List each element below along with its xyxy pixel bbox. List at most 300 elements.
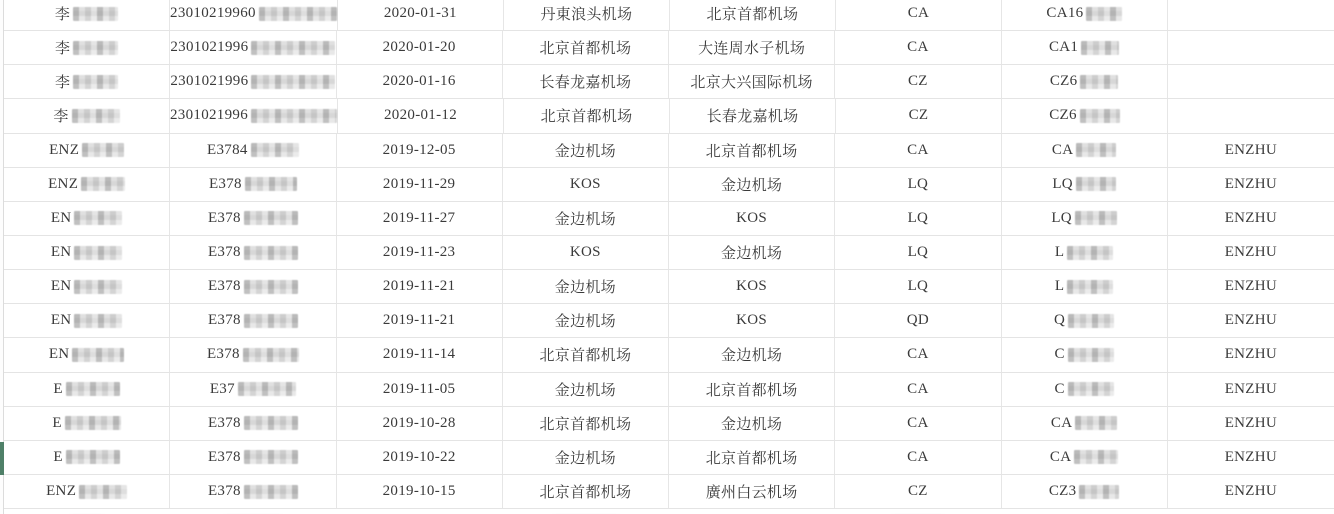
- cell-text: ENZHU: [1224, 209, 1278, 226]
- redaction-mosaic: [73, 75, 118, 89]
- cell-text: 金边机场: [721, 177, 783, 194]
- cell-passenger-name[interactable]: [4, 441, 170, 474]
- cell-text: CA: [907, 5, 930, 22]
- cell-text: CZ6: [1049, 73, 1078, 90]
- cell-text: ENZHU: [1224, 278, 1278, 295]
- cell-text: ENZHU: [1224, 312, 1278, 329]
- cell-text: KOS: [569, 244, 601, 261]
- cell-text: E: [53, 380, 63, 397]
- cell-document-number[interactable]: [170, 304, 336, 337]
- cell-airline-code[interactable]: [835, 509, 1001, 514]
- cell-text: L: [1054, 244, 1065, 261]
- cell-text: CA: [907, 39, 929, 56]
- redaction-mosaic: [244, 211, 298, 225]
- cell-text: KOS: [736, 312, 768, 329]
- cell-text: KOS: [736, 278, 768, 295]
- cell-airline-code[interactable]: [836, 99, 1002, 132]
- cell-flight-date[interactable]: [337, 31, 503, 64]
- redaction-mosaic: [72, 348, 124, 362]
- cell-text: 金边机场: [554, 143, 616, 160]
- cell-text: LQ: [907, 244, 929, 261]
- cell-text: C: [1054, 380, 1065, 397]
- cell-remark[interactable]: [1168, 134, 1334, 167]
- cell-departure-airport[interactable]: [503, 31, 669, 64]
- redaction-mosaic: [1080, 109, 1120, 123]
- cell-departure-airport[interactable]: [503, 65, 669, 98]
- cell-document-number[interactable]: [170, 134, 336, 167]
- cell-text: CZ: [907, 73, 928, 90]
- redaction-mosaic: [66, 450, 120, 464]
- cell-flight-number[interactable]: [1002, 304, 1168, 337]
- cell-text: E378: [207, 278, 241, 295]
- cell-text: 大连周水子机场: [698, 41, 806, 58]
- table-row: [4, 407, 1334, 441]
- redaction-mosaic: [74, 280, 122, 294]
- cell-remark[interactable]: [1168, 270, 1334, 303]
- cell-arrival-airport[interactable]: [669, 373, 835, 406]
- cell-document-number[interactable]: [170, 441, 336, 474]
- cell-text: E37: [209, 380, 235, 397]
- cell-airline-code[interactable]: [835, 475, 1001, 508]
- cell-document-number[interactable]: [170, 65, 336, 98]
- cell-airline-code[interactable]: [835, 338, 1001, 371]
- redaction-mosaic: [251, 109, 337, 123]
- cell-passenger-name[interactable]: [4, 99, 170, 132]
- cell-text: 金边机场: [721, 246, 783, 263]
- cell-passenger-name[interactable]: [4, 509, 170, 514]
- cell-passenger-name[interactable]: [4, 65, 170, 98]
- cell-passenger-name[interactable]: [4, 236, 170, 269]
- redaction-mosaic: [1080, 75, 1118, 89]
- cell-text: CZ: [907, 483, 928, 500]
- redaction-mosaic: [1067, 246, 1113, 260]
- cell-text: 金边机场: [554, 314, 616, 331]
- cell-departure-airport[interactable]: [503, 338, 669, 371]
- cell-text: ENZ: [46, 483, 77, 500]
- cell-arrival-airport[interactable]: [670, 99, 836, 132]
- cell-flight-number[interactable]: [1002, 31, 1168, 64]
- cell-flight-date[interactable]: [338, 0, 504, 30]
- redaction-mosaic: [244, 246, 298, 260]
- cell-text: ENZ: [49, 141, 80, 158]
- cell-text: LQ: [1051, 209, 1072, 226]
- redaction-mosaic: [245, 177, 297, 191]
- redaction-mosaic: [72, 109, 120, 123]
- cell-remark[interactable]: [1168, 202, 1334, 235]
- cell-remark[interactable]: [1168, 475, 1334, 508]
- cell-remark[interactable]: [1168, 0, 1334, 30]
- cell-flight-date[interactable]: [337, 134, 503, 167]
- cell-departure-airport[interactable]: [503, 407, 669, 440]
- redaction-mosaic: [251, 75, 335, 89]
- cell-departure-airport[interactable]: [503, 475, 669, 508]
- cell-airline-code[interactable]: [835, 168, 1001, 201]
- cell-text: 2301021996: [170, 107, 248, 124]
- redaction-mosaic: [65, 416, 121, 430]
- redaction-mosaic: [1067, 280, 1113, 294]
- cell-text: E378: [207, 312, 241, 329]
- redaction-mosaic: [79, 485, 127, 499]
- cell-passenger-name[interactable]: [4, 134, 170, 167]
- cell-flight-number[interactable]: [1002, 270, 1168, 303]
- cell-flight-date[interactable]: [337, 373, 503, 406]
- cell-flight-number[interactable]: [1002, 0, 1168, 30]
- cell-flight-number[interactable]: [1002, 338, 1168, 371]
- cell-text: 北京首都机场: [539, 348, 632, 365]
- cell-airline-code[interactable]: [835, 373, 1001, 406]
- cell-flight-number[interactable]: [1002, 441, 1168, 474]
- redaction-mosaic: [244, 416, 298, 430]
- cell-text: Q: [1054, 312, 1066, 329]
- cell-flight-date[interactable]: [337, 65, 503, 98]
- cell-departure-airport[interactable]: [503, 304, 669, 337]
- table-row: [4, 202, 1334, 236]
- redaction-mosaic: [1075, 211, 1117, 225]
- table-row: [4, 373, 1334, 407]
- cell-text: CA: [907, 448, 929, 465]
- cell-text: 2019-10-28: [382, 414, 456, 431]
- cell-text: KOS: [569, 175, 601, 192]
- table-row-partial: [4, 509, 1334, 514]
- cell-text: EN: [50, 244, 72, 261]
- cell-flight-date[interactable]: [337, 407, 503, 440]
- cell-text: ENZHU: [1224, 380, 1278, 397]
- cell-flight-number[interactable]: [1002, 134, 1168, 167]
- cell-departure-airport[interactable]: [503, 202, 669, 235]
- cell-arrival-airport[interactable]: [669, 304, 835, 337]
- cell-text: CZ6: [1049, 107, 1077, 124]
- cell-text: KOS: [736, 209, 768, 226]
- cell-passenger-name[interactable]: [4, 338, 170, 371]
- cell-text: 金边机场: [554, 280, 616, 297]
- cell-remark[interactable]: [1168, 304, 1334, 337]
- cell-airline-code[interactable]: [835, 441, 1001, 474]
- cell-text: E378: [207, 244, 241, 261]
- cell-remark[interactable]: [1168, 338, 1334, 371]
- redaction-mosaic: [1079, 485, 1119, 499]
- cell-document-number[interactable]: [170, 236, 336, 269]
- cell-passenger-name[interactable]: [4, 407, 170, 440]
- cell-text: 北京首都机场: [705, 450, 798, 467]
- cell-flight-number[interactable]: [1002, 373, 1168, 406]
- cell-text: 北京首都机场: [539, 41, 632, 58]
- table-row: [4, 99, 1334, 133]
- cell-text: 2301021996: [170, 73, 249, 90]
- cell-text: E: [53, 448, 63, 465]
- cell-flight-date[interactable]: [337, 475, 503, 508]
- cell-text: 李: [54, 75, 71, 92]
- cell-text: 2019-11-29: [382, 175, 456, 192]
- cell-text: EN: [50, 209, 72, 226]
- redaction-mosaic: [81, 177, 125, 191]
- cell-departure-airport[interactable]: [504, 99, 670, 132]
- cell-text: 北京首都机场: [540, 109, 633, 126]
- cell-text: E: [52, 414, 62, 431]
- table-row: [4, 65, 1334, 99]
- cell-departure-airport[interactable]: [503, 134, 669, 167]
- cell-text: LQ: [907, 278, 929, 295]
- cell-remark[interactable]: [1168, 168, 1334, 201]
- redaction-mosaic: [244, 280, 298, 294]
- cell-departure-airport[interactable]: [503, 373, 669, 406]
- cell-remark[interactable]: [1168, 441, 1334, 474]
- flight-table: [3, 0, 1334, 514]
- redaction-mosaic: [1068, 348, 1114, 362]
- cell-remark[interactable]: [1168, 65, 1334, 98]
- redaction-mosaic: [1068, 382, 1114, 396]
- cell-text: E378: [207, 448, 241, 465]
- cell-text: CA1: [1049, 39, 1079, 56]
- cell-text: 2019-11-21: [382, 312, 456, 329]
- cell-airline-code[interactable]: [836, 0, 1002, 30]
- cell-document-number[interactable]: [170, 407, 336, 440]
- cell-document-number[interactable]: [170, 373, 336, 406]
- cell-flight-number[interactable]: [1002, 509, 1168, 514]
- cell-arrival-airport[interactable]: [669, 270, 835, 303]
- table-row: [4, 270, 1334, 304]
- cell-passenger-name[interactable]: [4, 475, 170, 508]
- cell-text: E378: [208, 175, 242, 192]
- cell-text: ENZHU: [1224, 448, 1278, 465]
- redaction-mosaic: [73, 7, 118, 21]
- cell-departure-airport[interactable]: [503, 441, 669, 474]
- redaction-mosaic: [1074, 450, 1118, 464]
- cell-text: CZ: [908, 107, 929, 124]
- cell-text: 2020-01-12: [384, 107, 457, 124]
- cell-text: E3784: [207, 141, 248, 158]
- cell-arrival-airport[interactable]: [669, 475, 835, 508]
- cell-airline-code[interactable]: [835, 304, 1001, 337]
- cell-text: E378: [207, 483, 241, 500]
- cell-text: 北京首都机场: [705, 143, 798, 160]
- cell-text: 2019-10-22: [382, 448, 456, 465]
- cell-text: 北京大兴国际机场: [690, 75, 813, 92]
- table-row: [4, 0, 1334, 31]
- cell-text: ENZHU: [1224, 346, 1278, 363]
- cell-airline-code[interactable]: [835, 270, 1001, 303]
- redaction-mosaic: [1081, 41, 1119, 55]
- table-row: [4, 31, 1334, 65]
- redaction-mosaic: [74, 246, 122, 260]
- table-row: [4, 475, 1334, 509]
- cell-text: 李: [53, 109, 69, 126]
- cell-departure-airport[interactable]: [504, 0, 670, 30]
- cell-text: 2019-11-27: [382, 209, 456, 226]
- cell-arrival-airport[interactable]: [669, 441, 835, 474]
- cell-text: EN: [50, 312, 72, 329]
- cell-text: 2301021996: [170, 39, 249, 56]
- cell-arrival-airport[interactable]: [670, 0, 836, 30]
- cell-arrival-airport[interactable]: [669, 509, 835, 514]
- redaction-mosaic: [244, 485, 298, 499]
- cell-passenger-name[interactable]: [4, 373, 170, 406]
- cell-text: 李: [54, 7, 71, 24]
- cell-text: 23010219960: [170, 5, 256, 22]
- cell-text: CA: [1049, 448, 1072, 465]
- cell-arrival-airport[interactable]: [669, 338, 835, 371]
- cell-passenger-name[interactable]: [4, 31, 170, 64]
- redaction-mosaic: [259, 7, 337, 21]
- cell-remark[interactable]: [1168, 373, 1334, 406]
- cell-text: CA16: [1046, 5, 1084, 22]
- cell-text: EN: [50, 278, 72, 295]
- cell-text: LQ: [1052, 175, 1073, 192]
- cell-text: CA: [907, 346, 929, 363]
- cell-text: 李: [54, 41, 71, 58]
- cell-text: 北京首都机场: [539, 416, 632, 433]
- redaction-mosaic: [1075, 416, 1117, 430]
- table-row: [4, 134, 1334, 168]
- cell-text: CA: [907, 380, 929, 397]
- redaction-mosaic: [1076, 177, 1116, 191]
- cell-airline-code[interactable]: [835, 202, 1001, 235]
- cell-text: 金边机场: [721, 348, 783, 365]
- cell-document-number[interactable]: [170, 168, 336, 201]
- cell-text: 2019-11-05: [382, 380, 456, 397]
- cell-flight-date[interactable]: [337, 509, 503, 514]
- redaction-mosaic: [74, 211, 122, 225]
- redaction-mosaic: [238, 382, 296, 396]
- cell-passenger-name[interactable]: [4, 0, 170, 30]
- cell-text: 北京首都机场: [705, 382, 798, 399]
- cell-document-number[interactable]: [170, 0, 338, 30]
- cell-text: 金边机场: [721, 416, 783, 433]
- cell-flight-number[interactable]: [1002, 168, 1168, 201]
- cell-text: CA: [907, 414, 929, 431]
- cell-text: ENZ: [48, 175, 79, 192]
- cell-arrival-airport[interactable]: [669, 65, 835, 98]
- cell-remark[interactable]: [1168, 99, 1334, 132]
- cell-passenger-name[interactable]: [4, 202, 170, 235]
- cell-document-number[interactable]: [170, 338, 336, 371]
- cell-departure-airport[interactable]: [503, 236, 669, 269]
- cell-remark[interactable]: [1168, 509, 1334, 514]
- cell-text: 2019-11-14: [382, 346, 456, 363]
- table-row: [4, 338, 1334, 372]
- cell-text: QD: [906, 312, 929, 329]
- cell-text: 金边机场: [554, 211, 616, 228]
- cell-text: ENZHU: [1224, 141, 1278, 158]
- cell-arrival-airport[interactable]: [669, 134, 835, 167]
- cell-departure-airport[interactable]: [503, 168, 669, 201]
- cell-text: 长春龙嘉机场: [706, 109, 799, 126]
- cell-text: ENZHU: [1224, 483, 1278, 500]
- cell-document-number[interactable]: [170, 202, 336, 235]
- cell-flight-number[interactable]: [1002, 99, 1168, 132]
- cell-remark[interactable]: [1168, 31, 1334, 64]
- cell-text: 2019-11-21: [382, 278, 456, 295]
- cell-arrival-airport[interactable]: [669, 31, 835, 64]
- cell-flight-date[interactable]: [337, 168, 503, 201]
- cell-text: 廣州白云机场: [705, 485, 798, 502]
- cell-document-number[interactable]: [170, 475, 336, 508]
- cell-flight-date[interactable]: [338, 99, 504, 132]
- cell-passenger-name[interactable]: [4, 304, 170, 337]
- cell-flight-date[interactable]: [337, 202, 503, 235]
- redaction-mosaic: [1086, 7, 1122, 21]
- cell-text: 2019-10-15: [382, 483, 456, 500]
- redaction-mosaic: [251, 143, 299, 157]
- row-selection-strip: [0, 442, 4, 475]
- cell-arrival-airport[interactable]: [669, 202, 835, 235]
- cell-text: 金边机场: [554, 450, 616, 467]
- table-row: [4, 236, 1334, 270]
- cell-document-number[interactable]: [170, 31, 336, 64]
- cell-flight-date[interactable]: [337, 270, 503, 303]
- cell-departure-airport[interactable]: [503, 509, 669, 514]
- cell-flight-number[interactable]: [1002, 202, 1168, 235]
- cell-flight-number[interactable]: [1002, 407, 1168, 440]
- cell-text: 2020-01-16: [382, 73, 456, 90]
- cell-flight-number[interactable]: [1002, 475, 1168, 508]
- cell-text: 北京首都机场: [539, 485, 632, 502]
- cell-text: E378: [206, 346, 240, 363]
- cell-flight-date[interactable]: [337, 441, 503, 474]
- cell-flight-number[interactable]: [1002, 236, 1168, 269]
- cell-passenger-name[interactable]: [4, 168, 170, 201]
- cell-arrival-airport[interactable]: [669, 236, 835, 269]
- cell-airline-code[interactable]: [835, 31, 1001, 64]
- cell-remark[interactable]: [1168, 236, 1334, 269]
- cell-departure-airport[interactable]: [503, 270, 669, 303]
- cell-document-number[interactable]: [170, 99, 338, 132]
- redaction-mosaic: [82, 143, 124, 157]
- cell-arrival-airport[interactable]: [669, 168, 835, 201]
- cell-flight-number[interactable]: [1002, 65, 1168, 98]
- cell-airline-code[interactable]: [835, 236, 1001, 269]
- cell-text: CA: [1051, 141, 1074, 158]
- cell-text: ENZHU: [1224, 244, 1278, 261]
- cell-text: E378: [207, 414, 241, 431]
- cell-text: L: [1054, 278, 1065, 295]
- cell-text: 北京首都机场: [706, 7, 799, 24]
- table-row: [4, 168, 1334, 202]
- cell-text: 2019-11-23: [382, 244, 456, 261]
- redaction-mosaic: [244, 314, 298, 328]
- cell-passenger-name[interactable]: [4, 270, 170, 303]
- table-row: [4, 441, 1334, 475]
- cell-text: 2020-01-20: [382, 39, 456, 56]
- cell-text: LQ: [907, 175, 929, 192]
- cell-text: 金边机场: [554, 382, 616, 399]
- cell-flight-date[interactable]: [337, 304, 503, 337]
- cell-text: 2020-01-31: [383, 5, 457, 22]
- cell-document-number[interactable]: [170, 509, 336, 514]
- cell-flight-date[interactable]: [337, 338, 503, 371]
- cell-text: CA: [907, 141, 929, 158]
- redaction-mosaic: [244, 450, 298, 464]
- cell-document-number[interactable]: [170, 270, 336, 303]
- cell-text: ENZHU: [1224, 175, 1278, 192]
- cell-remark[interactable]: [1168, 407, 1334, 440]
- redaction-mosaic: [251, 41, 335, 55]
- cell-text: CZ3: [1048, 483, 1077, 500]
- redaction-mosaic: [74, 314, 122, 328]
- cell-text: C: [1054, 346, 1065, 363]
- cell-airline-code[interactable]: [835, 407, 1001, 440]
- cell-text: CA: [1050, 414, 1073, 431]
- redaction-mosaic: [243, 348, 299, 362]
- redaction-mosaic: [66, 382, 120, 396]
- cell-text: ENZHU: [1224, 414, 1278, 431]
- cell-arrival-airport[interactable]: [669, 407, 835, 440]
- cell-airline-code[interactable]: [835, 134, 1001, 167]
- cell-text: EN: [48, 346, 70, 363]
- cell-text: 长春龙嘉机场: [539, 75, 632, 92]
- redaction-mosaic: [73, 41, 118, 55]
- cell-flight-date[interactable]: [337, 236, 503, 269]
- cell-airline-code[interactable]: [835, 65, 1001, 98]
